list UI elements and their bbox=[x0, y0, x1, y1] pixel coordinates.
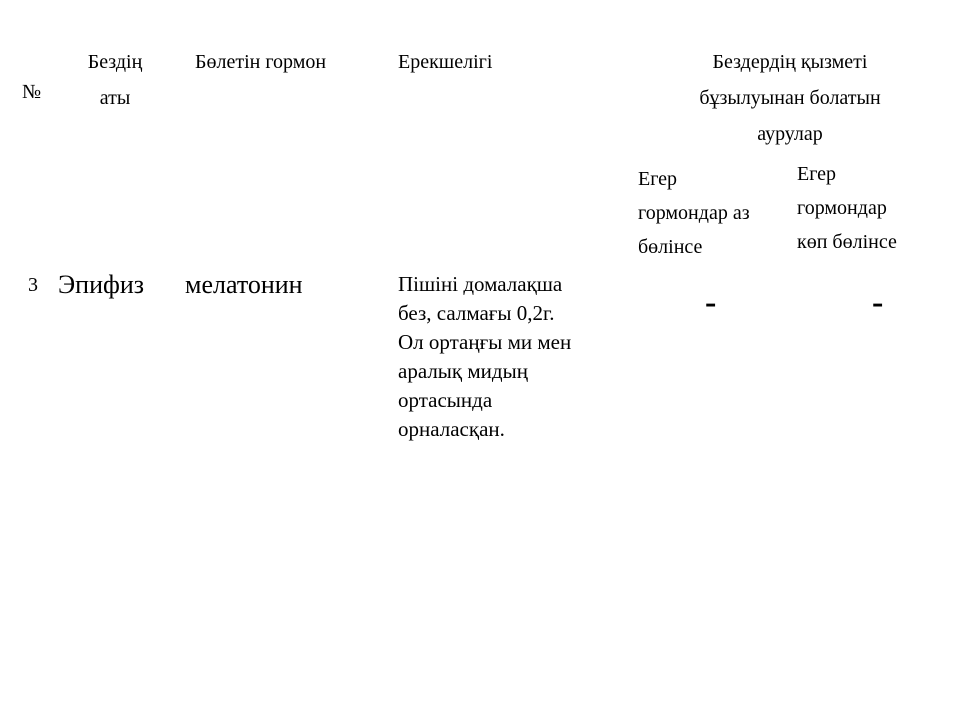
header-gland-name: Бездің аты bbox=[87, 51, 143, 109]
subheader-low-hormone: Егер гормондар аз бөлінсе bbox=[638, 168, 750, 258]
header-diseases: Бездердің қызметі бұзылуынан болатын аурулар bbox=[699, 51, 881, 145]
row-hormone: мелатонин bbox=[185, 270, 303, 299]
header-hormone: Бөлетін гормон bbox=[195, 51, 327, 73]
header-number: № bbox=[22, 81, 42, 103]
row-gland-name: Эпифиз bbox=[58, 270, 145, 299]
row-low-hormone-disease: - bbox=[705, 284, 717, 321]
row-high-hormone-disease: - bbox=[872, 284, 884, 321]
subheader-high-hormone: Егер гормондар көп бөлінсе bbox=[797, 163, 897, 253]
row-number: 3 bbox=[28, 274, 38, 296]
row-feature: Пішіні домалақша без, салмағы 0,2г. Ол ортаңғы ми мен аралық мидың ортасында орналасқан. bbox=[398, 272, 572, 441]
header-feature: Ерекшелігі bbox=[398, 51, 493, 73]
